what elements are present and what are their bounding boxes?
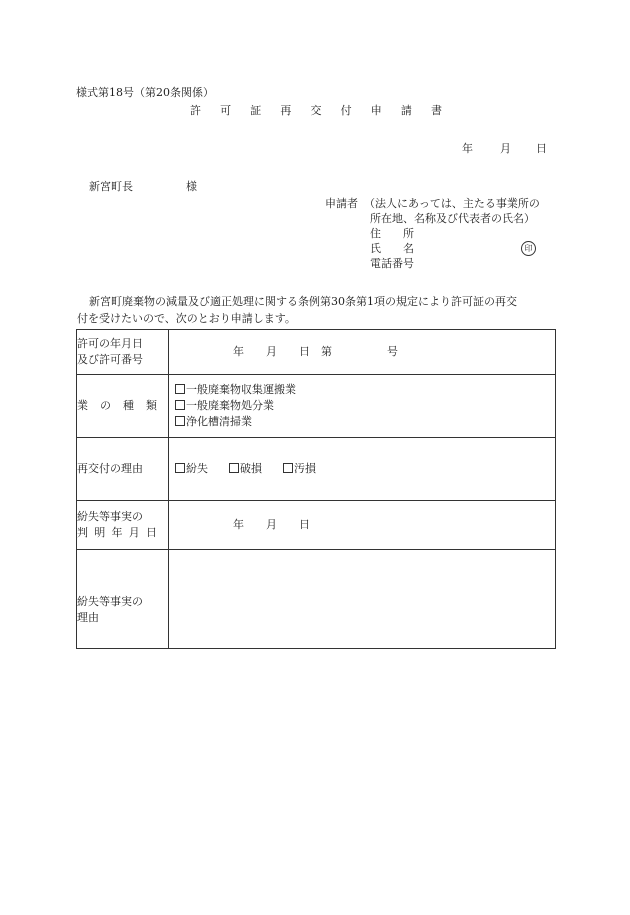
label-char: 業 bbox=[77, 399, 88, 413]
label-char: 種 bbox=[123, 399, 134, 413]
label-char: の bbox=[100, 399, 111, 413]
title-char: 証 bbox=[250, 104, 262, 117]
option-label: 破損 bbox=[240, 462, 262, 476]
applicant-name-label: 氏 名 bbox=[370, 242, 414, 255]
applicant-label: 申請者 bbox=[325, 197, 358, 210]
label-char: 明 bbox=[94, 526, 106, 539]
business-option-disposal[interactable] bbox=[175, 398, 555, 414]
loss-date-label-cell bbox=[77, 501, 169, 550]
loss-date-value: 年 月 日 bbox=[233, 518, 310, 532]
label-char: 月 bbox=[128, 526, 140, 539]
checkbox-icon[interactable] bbox=[175, 416, 185, 426]
seal-mark bbox=[521, 241, 536, 256]
reason-option-soiled[interactable] bbox=[283, 462, 316, 475]
date-month-label: 月 bbox=[500, 142, 511, 155]
date-day-label: 日 bbox=[536, 142, 547, 155]
loss-reason-label-line1: 紛失等事実の bbox=[77, 595, 143, 609]
applicant-address-label: 住 所 bbox=[370, 227, 414, 240]
reason-option-damaged[interactable] bbox=[229, 462, 262, 475]
option-label: 汚損 bbox=[294, 462, 316, 476]
option-label: 一般廃棄物収集運搬業 bbox=[186, 383, 296, 397]
table-row bbox=[77, 375, 556, 438]
option-label: 浄化槽清掃業 bbox=[186, 414, 252, 428]
reason-options-cell bbox=[169, 438, 556, 501]
checkbox-icon[interactable] bbox=[175, 384, 185, 394]
title-char: 請 bbox=[400, 104, 412, 117]
loss-reason-value-cell[interactable] bbox=[169, 550, 556, 649]
permit-label-cell bbox=[77, 330, 169, 375]
table-row bbox=[77, 330, 556, 375]
title-char: 許 bbox=[190, 104, 201, 117]
title-char: 付 bbox=[340, 104, 352, 117]
loss-date-label-line2 bbox=[77, 525, 157, 541]
body-text-line1: 新宮町廃棄物の減量及び適正処理に関する条例第30条第1項の規定により許可証の再交 bbox=[89, 295, 517, 308]
loss-reason-label-cell bbox=[77, 550, 169, 649]
checkbox-icon[interactable] bbox=[175, 400, 185, 410]
option-label: 紛失 bbox=[186, 462, 208, 476]
title-char: 再 bbox=[280, 104, 292, 117]
permit-value-cell[interactable] bbox=[169, 330, 556, 375]
business-options-cell bbox=[169, 375, 556, 438]
applicant-note-line1: （法人にあっては、主たる事業所の bbox=[364, 197, 540, 210]
body-text-line2: 付を受けたいので、次のとおり申請します。 bbox=[77, 312, 296, 325]
permit-value: 年 月 日 第 号 bbox=[233, 345, 398, 359]
checkbox-icon[interactable] bbox=[229, 463, 239, 473]
business-option-septic[interactable] bbox=[175, 414, 555, 430]
addressee-name: 新宮町長 bbox=[89, 180, 133, 193]
date-year-label: 年 bbox=[462, 142, 473, 155]
reason-option-lost[interactable] bbox=[175, 462, 208, 475]
label-char: 類 bbox=[146, 399, 157, 413]
application-table bbox=[76, 329, 556, 649]
option-label: 一般廃棄物処分業 bbox=[186, 399, 274, 413]
label-char: 年 bbox=[111, 526, 123, 539]
title-char: 可 bbox=[220, 104, 232, 117]
table-row bbox=[77, 501, 556, 550]
addressee-honorific: 様 bbox=[186, 180, 197, 193]
loss-date-value-cell[interactable] bbox=[169, 501, 556, 550]
label-char: 判 bbox=[77, 526, 88, 539]
checkbox-icon[interactable] bbox=[175, 463, 185, 473]
applicant-phone-label: 電話番号 bbox=[370, 257, 414, 270]
business-option-collection[interactable] bbox=[175, 382, 555, 398]
title-char: 書 bbox=[431, 104, 442, 117]
table-row bbox=[77, 438, 556, 501]
loss-date-label-line1: 紛失等事実の bbox=[77, 510, 143, 524]
business-label bbox=[77, 398, 157, 414]
permit-label-line2: 及び許可番号 bbox=[77, 353, 143, 366]
seal-icon: 印 bbox=[521, 241, 536, 256]
reason-label-cell bbox=[77, 438, 169, 501]
document-title bbox=[190, 104, 442, 118]
applicant-note-line2: 所在地、名称及び代表者の氏名） bbox=[370, 212, 535, 225]
table-row bbox=[77, 550, 556, 649]
checkbox-icon[interactable] bbox=[283, 463, 293, 473]
title-char: 交 bbox=[310, 104, 322, 117]
label-char: 日 bbox=[146, 526, 157, 539]
business-label-cell bbox=[77, 375, 169, 438]
permit-label-line1: 許可の年月日 bbox=[77, 337, 143, 351]
title-char: 申 bbox=[370, 104, 382, 117]
reason-label: 再交付の理由 bbox=[77, 462, 143, 476]
loss-reason-label-line2: 理由 bbox=[77, 611, 99, 624]
form-number: 様式第18号（第20条関係） bbox=[76, 86, 214, 99]
